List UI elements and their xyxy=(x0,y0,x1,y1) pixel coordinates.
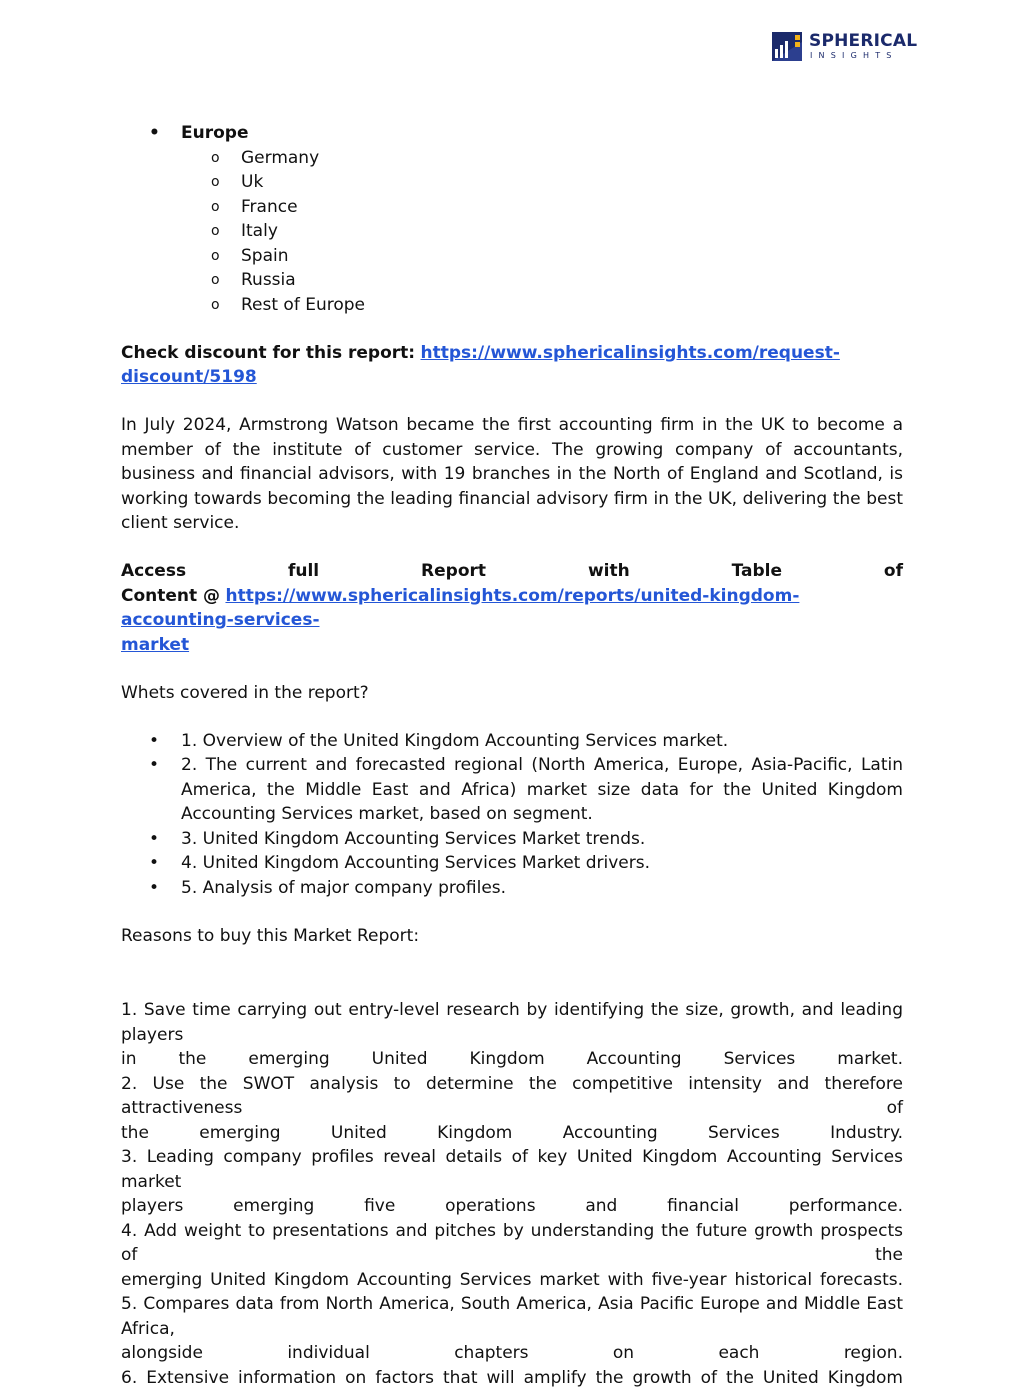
reason-line: in the emerging United Kingdom Accounting Services market. xyxy=(121,1047,903,1072)
reason-line: 4. Add weight to presentations and pitches by understanding the future growth prospects of the xyxy=(121,1219,903,1268)
country-item: o France xyxy=(181,195,903,220)
discount-line xyxy=(121,341,903,390)
covered-item: • 5. Analysis of major company profiles. xyxy=(121,876,903,901)
access-word: Report xyxy=(421,559,486,584)
news-paragraph: In July 2024, Armstrong Watson became the first accounting firm in the UK to become a member of the institute of customer service. The growing company of accountants, business and financial advisors, with 19 branches in the North of England and Scotland, is working towards becoming the leading financial advisory firm in the UK, delivering the best client service. xyxy=(121,413,903,536)
country-list xyxy=(181,146,903,318)
report-link[interactable] xyxy=(121,586,799,655)
discount-label: Check discount for this report: xyxy=(121,343,415,363)
country-item: o Russia xyxy=(181,268,903,293)
logo-tagline: INSIGHTS xyxy=(810,51,898,61)
region-list xyxy=(121,121,903,317)
spherical-insights-logo[interactable] xyxy=(772,32,900,62)
reason-line: alongside individual chapters on each region. xyxy=(121,1341,903,1366)
access-heading-line xyxy=(121,559,903,584)
reason-line: the emerging United Kingdom Accounting Services Industry. xyxy=(121,1121,903,1146)
logo-title: SPHERICAL xyxy=(809,32,917,50)
report-link-part2: market xyxy=(121,635,189,655)
discount-link[interactable]: https://www.sphericalinsights.com/request-discount/5198 xyxy=(121,343,840,388)
covered-heading: Whets covered in the report? xyxy=(121,681,903,706)
country-item: o Germany xyxy=(181,146,903,171)
country-item: o Spain xyxy=(181,244,903,269)
covered-item: • 4. United Kingdom Accounting Services Market drivers. xyxy=(121,851,903,876)
country-item: o Italy xyxy=(181,219,903,244)
document-content xyxy=(121,121,903,1390)
access-word: Table xyxy=(732,559,782,584)
country-item: o Uk xyxy=(181,170,903,195)
region-item-europe xyxy=(121,121,903,317)
covered-item: • 3. United Kingdom Accounting Services Market trends. xyxy=(121,827,903,852)
reason-line: 1. Save time carrying out entry-level research by identifying the size, growth, and leading players xyxy=(121,998,903,1047)
covered-list xyxy=(121,729,903,901)
covered-item: • 1. Overview of the United Kingdom Accounting Services market. xyxy=(121,729,903,754)
access-word: of xyxy=(884,559,903,584)
reason-line: players emerging five operations and financial performance. xyxy=(121,1194,903,1219)
region-name: Europe xyxy=(181,123,248,143)
reason-line: 6. Extensive information on factors that will amplify the growth of the United Kingdom xyxy=(121,1366,903,1390)
reasons-list xyxy=(121,998,903,1390)
logo-mark-icon xyxy=(772,32,802,61)
reasons-heading: Reasons to buy this Market Report: xyxy=(121,924,903,949)
access-word: full xyxy=(288,559,319,584)
covered-item: • 2. The current and forecasted regional (North America, Europe, Asia-Pacific, Latin America, the Middle East and Africa) market size data for the United Kingdom Accounting Services market, based on segment. xyxy=(121,753,903,827)
access-word: Access xyxy=(121,559,186,584)
reason-line: 5. Compares data from North America, South America, Asia Pacific Europe and Middle East Africa, xyxy=(121,1292,903,1341)
access-word: with xyxy=(588,559,630,584)
report-link-part1: https://www.sphericalinsights.com/reports/united-kingdom-accounting-services- xyxy=(121,586,799,631)
reason-line: 2. Use the SWOT analysis to determine the competitive intensity and therefore attractiveness of xyxy=(121,1072,903,1121)
reason-line: emerging United Kingdom Accounting Services market with five-year historical forecasts. xyxy=(121,1268,903,1293)
reason-line: 3. Leading company profiles reveal details of key United Kingdom Accounting Services market xyxy=(121,1145,903,1194)
access-link-line xyxy=(121,584,903,658)
country-item: o Rest of Europe xyxy=(181,293,903,318)
access-content-label: Content @ xyxy=(121,586,220,606)
